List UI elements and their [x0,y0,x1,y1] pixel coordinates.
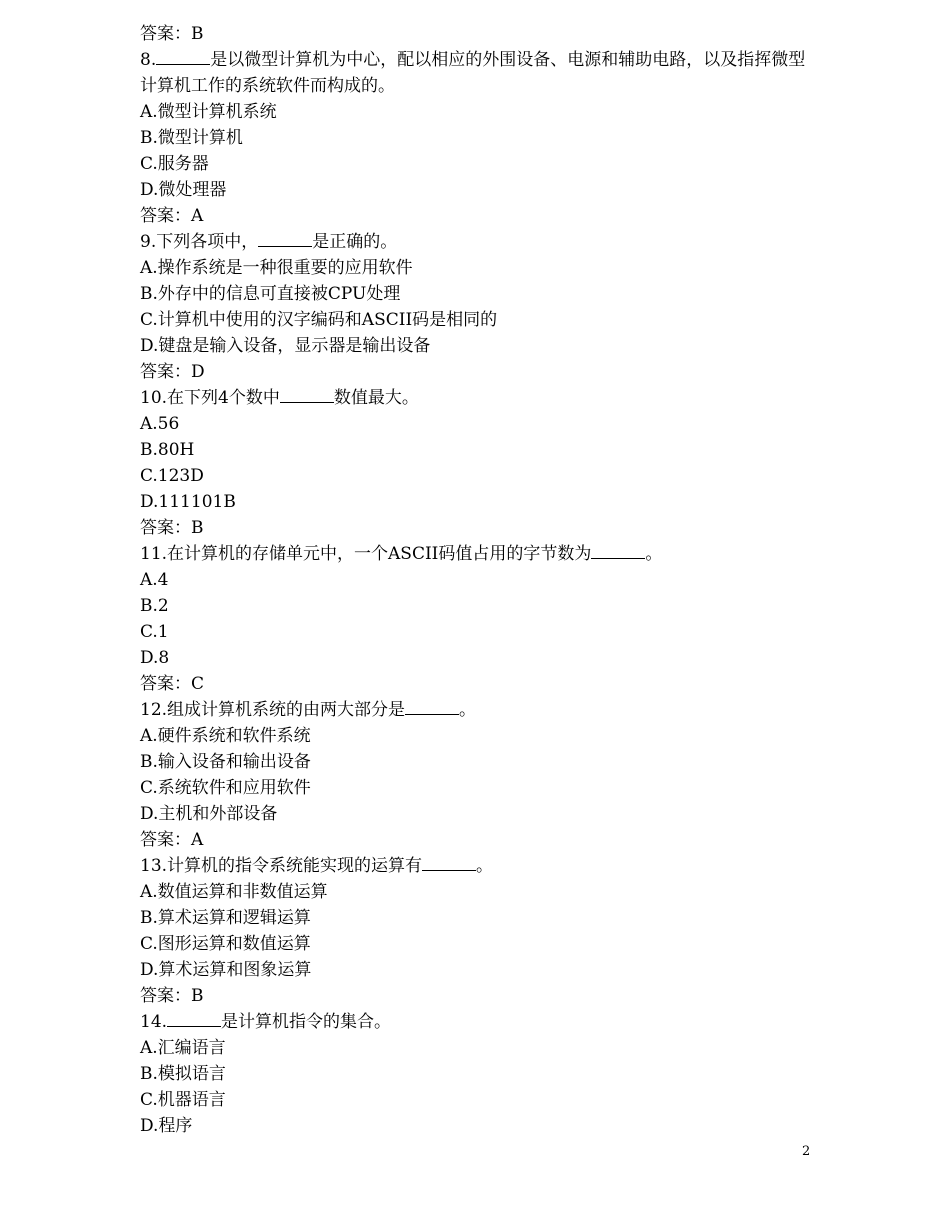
option-line: A.操作系统是一种很重要的应用软件 [140,258,413,278]
option-line: B.微型计算机 [140,128,243,148]
option-line: A.汇编语言 [140,1038,226,1058]
option-line: B.模拟语言 [140,1064,226,1084]
question-stem: 。 [645,544,663,564]
answer-blank [422,855,476,871]
answer-blank [280,387,334,403]
answer-blank [156,49,210,65]
option-line: C.123D [140,466,204,486]
answer-line: 答案：A [140,206,204,226]
answer-blank [591,543,645,559]
option-line: D.111101B [140,492,236,512]
question-stem: 数值最大。 [333,388,419,408]
answer-line: 答案：A [140,830,204,850]
answer-blank [258,231,312,247]
answer-line: 答案：D [140,362,205,382]
question-text [140,229,830,255]
option-line: A.微型计算机系统 [140,102,277,122]
question-stem: 是以微型计算机为中心，配以相应的外围设备、电源和辅助电路，以及指挥微型计算机工作的系统软件而构成的。 [140,50,806,96]
question-text [140,853,830,879]
option-line: C.计算机中使用的汉字编码和ASCII码是相同的 [140,310,498,330]
option-line: D.键盘是输入设备，显示器是输出设备 [140,336,431,356]
question-prefix: 10.在下列4个数中 [140,388,280,408]
question-prefix: 9.下列各项中， [140,232,259,252]
option-line: C.服务器 [140,154,209,174]
option-line: A.56 [140,414,180,434]
question-prefix: 12.组成计算机系统的由两大部分是 [140,700,406,720]
question-stem: 是计算机指令的集合。 [221,1012,392,1032]
option-line: D.微处理器 [140,180,227,200]
question-prefix: 14. [140,1012,168,1032]
option-line: B.80H [140,440,195,460]
answer-blank [167,1011,221,1027]
option-line: B.算术运算和逻辑运算 [140,908,311,928]
answer-line: 答案：B [140,24,204,44]
question-text [140,385,830,411]
question-stem: 。 [476,856,494,876]
question-text [140,541,830,567]
document-body [140,21,830,1139]
question-prefix: 13.计算机的指令系统能实现的运算有 [140,856,423,876]
option-line: B.2 [140,596,169,616]
option-line: B.外存中的信息可直接被CPU处理 [140,284,401,304]
option-line: A.4 [140,570,169,590]
option-line: C.系统软件和应用软件 [140,778,311,798]
question-prefix: 11.在计算机的存储单元中，一个ASCII码值占用的字节数为 [140,544,592,564]
page-number: 2 [802,1144,811,1159]
option-line: D.程序 [140,1116,193,1136]
option-line: C.机器语言 [140,1090,226,1110]
answer-blank [405,699,459,715]
option-line: A.硬件系统和软件系统 [140,726,311,746]
option-line: A.数值运算和非数值运算 [140,882,328,902]
option-line: C.图形运算和数值运算 [140,934,311,954]
option-line: C.1 [140,622,169,642]
answer-line: 答案：B [140,986,204,1006]
question-stem: 。 [459,700,477,720]
option-line: B.输入设备和输出设备 [140,752,311,772]
question-text [140,1009,830,1035]
answer-line: 答案：B [140,518,204,538]
question-text [140,47,820,99]
question-text [140,697,830,723]
option-line: D.算术运算和图象运算 [140,960,312,980]
question-prefix: 8. [140,50,157,70]
answer-line: 答案：C [140,674,205,694]
question-stem: 是正确的。 [312,232,398,252]
option-line: D.主机和外部设备 [140,804,278,824]
option-line: D.8 [140,648,170,668]
